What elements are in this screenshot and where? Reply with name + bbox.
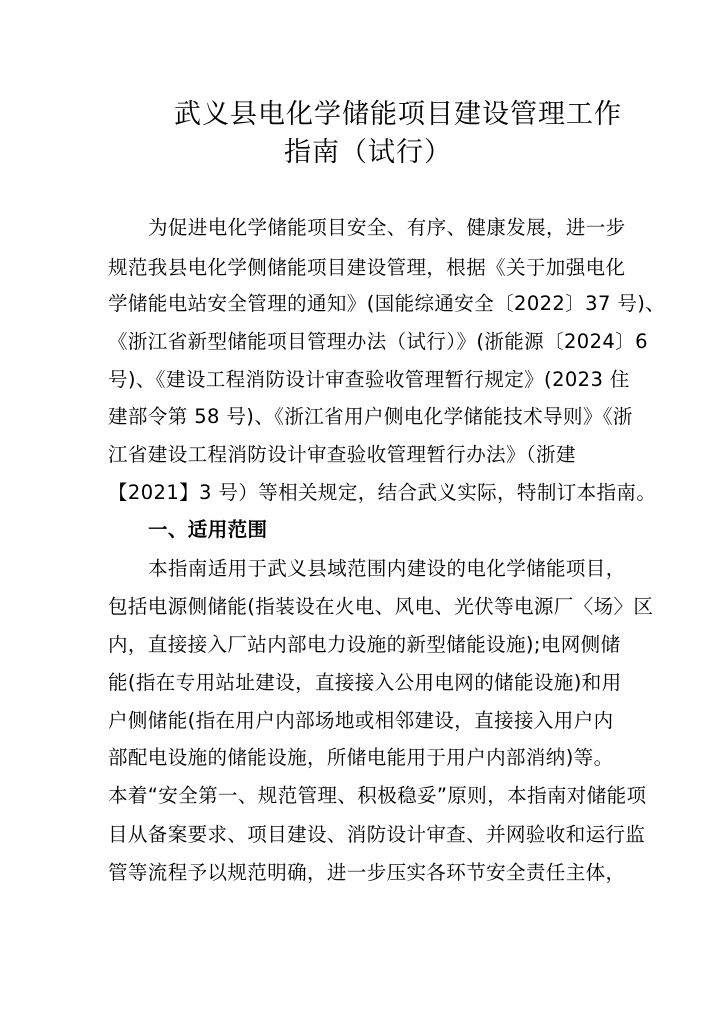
paragraph-2-line-1: 本指南适用于武义县域范围内建设的电化学储能项目， xyxy=(148,557,626,580)
paragraph-2-line-6: 部配电设施的储能设施，所储电能用于用户内部消纳)等。 xyxy=(108,746,614,769)
paragraph-1-line-3: 学储能电站安全管理的通知》(国能综通安全〔2022〕37 号)、 xyxy=(108,292,666,315)
paragraph-3-line-3: 管等流程予以规范明确，进一步压实各环节安全责任主体， xyxy=(108,861,626,884)
paragraph-1-line-8: 【2021】3 号）等相关规定，结合武义实际，特制订本指南。 xyxy=(108,481,657,504)
paragraph-1-line-2: 规范我县电化学侧储能项目建设管理，根据《关于加强电化 xyxy=(108,256,626,279)
paragraph-2-line-3: 内，直接接入厂站内部电力设施的新型储能设施);电网侧储 xyxy=(108,633,621,656)
paragraph-2-line-5: 户侧储能(指在用户内部场地或相邻建设，直接接入用户内 xyxy=(108,709,614,732)
document-title-line-2: 指南（试行） xyxy=(284,137,452,168)
paragraph-1-line-1: 为促进电化学储能项目安全、有序、健康发展，进一步 xyxy=(148,216,626,239)
paragraph-1-line-4: 《浙江省新型储能项目管理办法（试行）》(浙能源〔2024〕6 xyxy=(108,330,648,353)
paragraph-2-line-4: 能(指在专用站址建设，直接接入公用电网的储能设施)和用 xyxy=(108,671,622,694)
paragraph-1-line-5: 号)、《建设工程消防设计审查验收管理暂行规定》(2023 住 xyxy=(108,368,630,391)
paragraph-1-line-7: 江省建设工程消防设计审查验收管理暂行办法》（浙建 xyxy=(108,443,576,466)
document-title-line-1: 武义县电化学储能项目建设管理工作 xyxy=(174,99,622,130)
paragraph-3-line-2: 目从备案要求、项目建设、消防设计审查、并网验收和运行监 xyxy=(108,823,646,846)
section-heading-scope: 一、适用范围 xyxy=(148,518,268,541)
paragraph-1-line-6: 建部令第 58 号)、《浙江省用户侧电化学储能技术导则》《浙 xyxy=(108,405,633,428)
paragraph-2-line-2: 包括电源侧储能(指装设在火电、风电、光伏等电源厂〈场〉区 xyxy=(108,595,654,618)
paragraph-3-line-1: 本着“安全第一、规范管理、积极稳妥”原则，本指南对储能项 xyxy=(108,784,647,807)
